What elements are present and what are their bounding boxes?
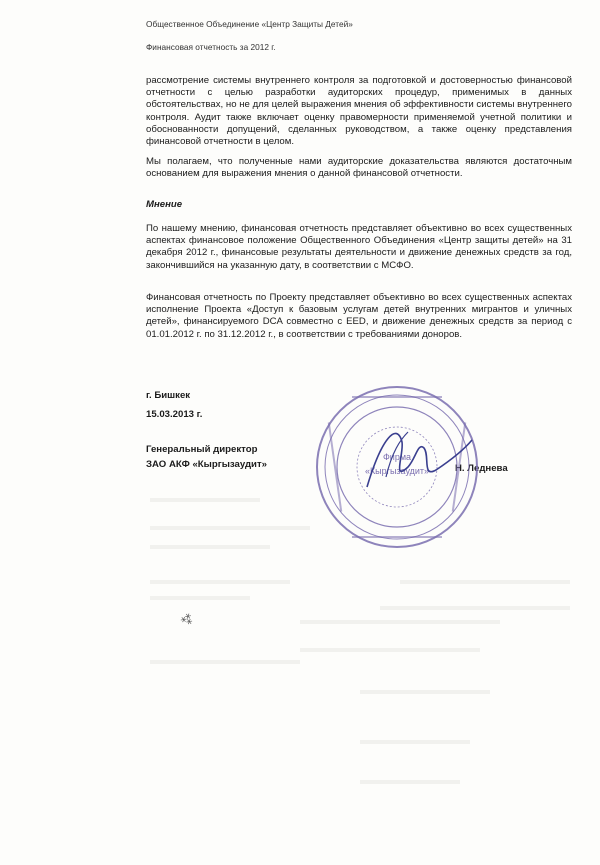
paragraph-internal-control	[146, 75, 572, 148]
company-seal-stamp	[312, 382, 482, 552]
signature-position: Генеральный директор	[146, 444, 258, 455]
signature-company: ЗАО АКФ «Кыргызаудит»	[146, 459, 267, 470]
paragraph-text: По нашему мнению, финансовая отчетность представляет объективно во всех существенных аспектах финансовое положение Общественного Объединения «Центр защиты детей» на 31 декабря 2012 г., финансовые результаты деятельности и движение денежных средств за год, закончившийся на указанную дату, в соответствии с МСФО.	[146, 223, 572, 271]
header-organization: Общественное Объединение «Центр Защиты Детей»	[146, 19, 353, 29]
paragraph-evidence	[146, 156, 572, 180]
paragraph-opinion	[146, 223, 572, 272]
header-report-period: Финансовая отчетность за 2012 г.	[146, 42, 276, 52]
paragraph-text: Финансовая отчетность по Проекту представляет объективно во всех существенных аспектах исполнение Проекта «Доступ к базовым услугам детей внутренних мигрантов и уличных детей», финансируемого DCA совместно с EED, и движение денежных средств за период с 01.01.2012 г. по 31.12.2012 г., в соответствии с требованиями доноров.	[146, 292, 572, 340]
scan-speck: ⁂	[178, 610, 196, 628]
signature-date: 15.03.2013 г.	[146, 409, 203, 420]
paragraph-text: рассмотрение системы внутреннего контроля за подготовкой и достоверностью финансовой отчетности с целью разработки аудиторских процедур, применимых в данных обстоятельствах, но не для целей выражения мнения об эффективности системы внутреннего контроля. Аудит также включает оценку правомерности применяемой учетной политики и обоснованности допущений, сделанных руководством, а также оценку представления финансовой отчетности в целом.	[146, 75, 572, 148]
signer-name: Н. Леднева	[455, 463, 508, 474]
paragraph-text: Мы полагаем, что полученные нами аудиторские доказательства являются достаточным основанием для выражения мнения о данной финансовой отчетности.	[146, 156, 572, 180]
opinion-heading: Мнение	[146, 199, 183, 210]
stamp-center-text-top: Фирма	[382, 452, 412, 462]
paragraph-project-opinion	[146, 292, 572, 341]
signature-city: г. Бишкек	[146, 390, 191, 401]
stamp-center-text-bottom: «Кыргызаудит»	[364, 466, 430, 476]
